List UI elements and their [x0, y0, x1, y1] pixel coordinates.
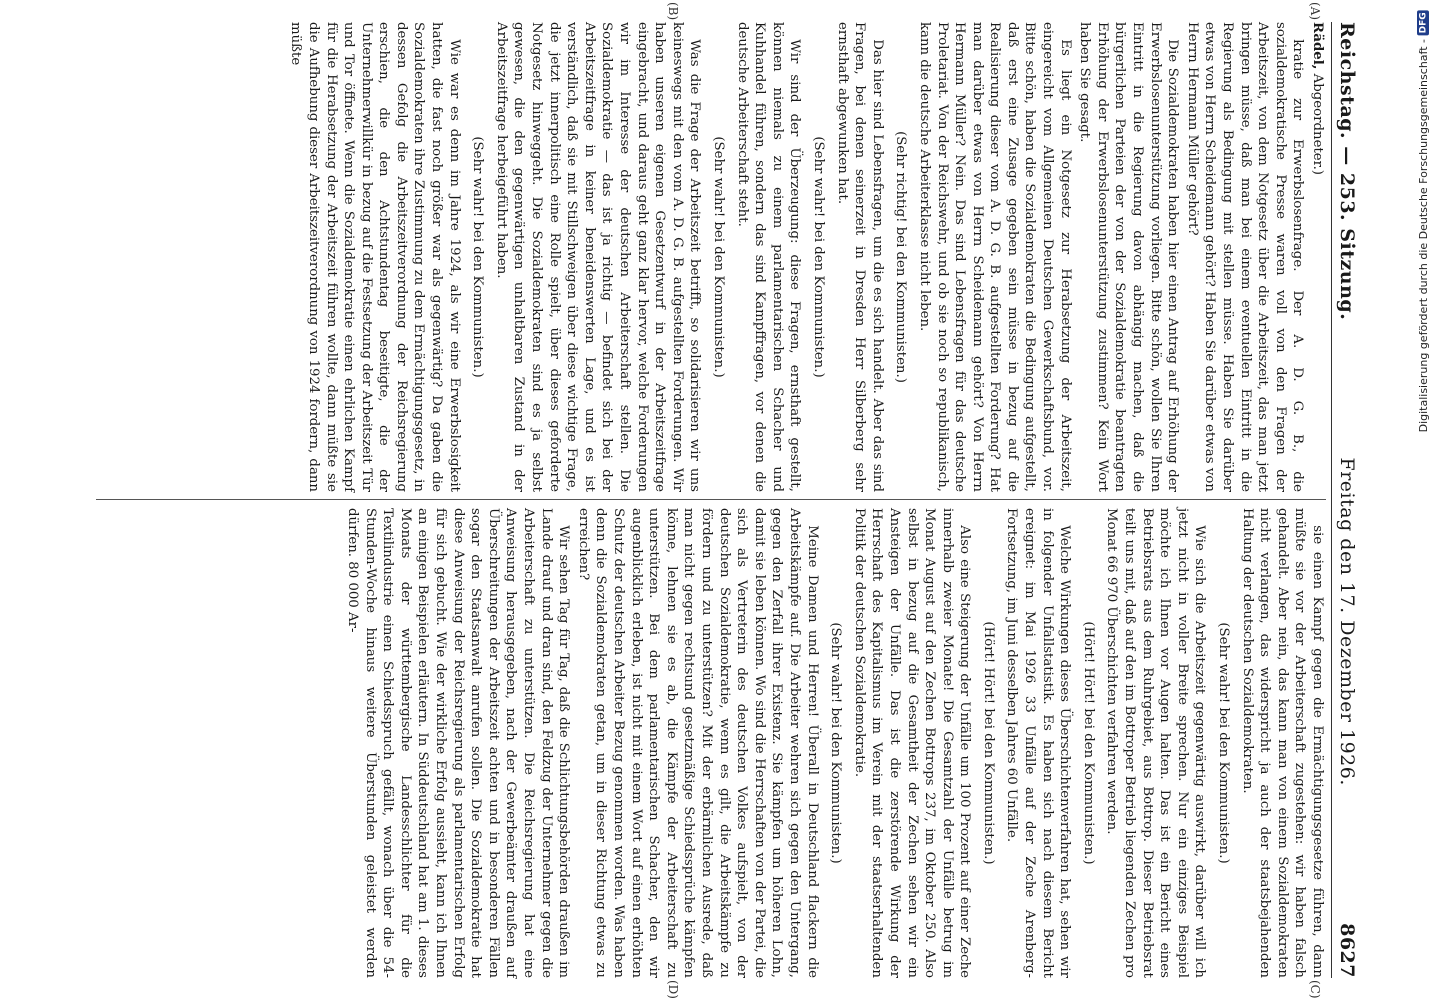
newspaper-page	[70, 0, 1370, 1000]
paragraph-text: Meine Damen und Herren! Überall in Deutschland flackern die Arbeitskämpfe auf. Die Arbeiter wehren sich gegen den Untergang, gegen den Zerfall ihrer Existenz. Sie kämpfen um höheren Lohn, damit sie leben können. Wo sind die Herrschaften von der Partei, die sich als Vertreterin des deutschen Volkes aufspielt, von der deutschen Sozialdemokratie, wenn es gilt, die Arbeitskämpfe zu fördern und zu unterstützen? Mit der erbärmlichen Ausrede, daß man nicht gegen rechtsund gesetzmäßige Schiedssprüche kämpfen könne, lehnen sie es ab, die Kämpfe der Arbeiterschaft zu unterstützen. Bei dem parlamentarischen Schacher, den wir augenblicklich erleben, ist nicht mit einem Wort auf einen erhöhten Schutz der deutschen Arbeiter Bezug genommen worden. Was haben denn die Sozialdemokraten getan, um in dieser Richtung etwas zu erreichen?	[575, 508, 820, 978]
paragraph	[1183, 22, 1306, 492]
paragraph-text: Wie sich die Arbeitszeit gegenwärtig auswirkt, darüber will ich jetzt nicht in voller Breite sprechen. Nur ein einziges Beispiel möchte ich Ihnen vor Augen halten. Das ist ein Bericht eines Betriebsrats aus dem Ruhrgebiet, aus Bottrop. Dieser Betriebsrat teilt uns mit, daß auf den im Bottroper Betrieb liegenden Zechen pro Monat 66 970 Überschichten verfahren werden.	[1104, 508, 1208, 978]
margin-marker-b: (B)	[666, 2, 680, 21]
paragraph-text: Es liegt ein Notgesetz zur Herabsetzung der Arbeitszeit, eingereicht vom Allgemeinen Deutschen Gewerkschaftsbund, vor. Bitte schön, haben die Sozialdemokraten die Bedingung aufgestellt, daß erst eine Zusage gegeben sein müsse in bezug auf die Realisierung dieser vom A. D. G. B. aufgestellten Forderung? Hat man darüber etwas von Herrn Scheidemann gehört? Von Herrn Hermann Müller? Nein. Das sind Lebensfragen für das deutsche Proletariat. Von der Reichswehr, und ob sie noch so republikanisch, kann die deutsche Arbeiterklasse nicht leben.	[916, 22, 1073, 492]
header-date: Freitag den 17. Dezember 1926.	[1336, 457, 1358, 786]
paragraph-text: Was die Frage der Arbeitszeit betrifft, so solidarisieren wir uns keineswegs mit den vom A. D. G. B. aufgestellten Forderungen. Wir haben unseren eigenen Gesetzentwurf in der Arbeitszeitfrage eingebracht, und daraus geht ganz klar hervor, welche Forderungen wir im Interesse der deutschen Arbeiterschaft stellen. Die Sozialdemokratie — das ist ja richtig — befindet sich bei der Arbeitszeitfrage in keiner beneidenswerten Lage, und es ist verständlich, daß sie mit Stillschweigen über diese wichtige Frage, die jetzt innerpolitisch eine Rolle spielt, über dieses geforderte Notgesetz hinweggeht. Die Sozialdemokraten sind es ja selbst gewesen, die den gegenwärtigen unhaltbaren Zustand in der Arbeitszeitfrage herbeigeführt haben.	[493, 22, 703, 492]
paragraph-text: Also eine Steigerung der Unfälle um 100 Prozent auf einer Zeche innerhalb zweier Monate! Die Gesamtzahl der Unfälle betrug im Monat August auf den Zechen Bottrops 237, im Oktober 250. Also selbst in bezug auf die Gesamtheit der Zechen sehen wir ein Ansteigen der Unfälle. Das ist die zerstörende Wirkung der Herrschaft des Kapitalismus im Verein mit der staatserhaltenden Politik der deutschen Sozialdemokratie.	[851, 508, 973, 978]
paragraph	[1238, 508, 1326, 978]
page-number: 8627	[1336, 923, 1358, 978]
interjection: (Sehr wahr! bei den Kommunisten.)	[810, 136, 826, 378]
interjection: (Sehr wahr! bei den Kommunisten.)	[711, 136, 726, 378]
paragraph	[287, 22, 463, 492]
interjection: (Hört! Hört! bei den Kommunisten.)	[1080, 621, 1096, 865]
paragraph	[733, 22, 803, 492]
page-header	[1331, 22, 1370, 978]
paragraph	[915, 22, 1073, 492]
digitization-text: Digitalisierung gefördert durch die Deutsche Forschungsgemeinschaft -	[1417, 39, 1430, 433]
paragraph	[850, 508, 973, 978]
paragraph	[344, 508, 573, 978]
paragraph	[1003, 508, 1073, 978]
paragraph	[492, 22, 703, 492]
margin-marker-a: (A)	[1308, 2, 1322, 21]
paragraph-text: Wie war es denn im Jahre 1924, als wir eine Erwerbslosigkeit hatten, die fast noch größer war als gegenwärtig? Da gaben die Sozialdemokraten ihre Zustimmung zu dem Ermächtigungsgesetz, in dessen Gefolg die Arbeitszeitverordnung der Reichsregierung erschien, die den Achtstundentag beseitigte, die der Unternehmerwillkür in bezug auf die Festsetzung der Arbeitszeit Tür und Tor öffnete. Wenn die Sozialdemokratie einen ehrlichen Kampf für die Herabsetzung der Arbeitszeit führen wollte, dann müßte sie die Aufhebung dieser Arbeitszeitverordnung von 1924 fordern, dann müßte	[288, 22, 462, 492]
right-column	[342, 508, 1326, 978]
paragraph-text: Wir sehen Tag für Tag, daß die Schlichtungsbehörden draußen im Lande drauf und dran sind, den Feldzug der Unternehmer gegen die Arbeiterschaft zu unterstützen. Die Reichsregierung hat eine Anweisung herausgegeben, nach der Gewerbeämter draußen auf Überschreitungen der Arbeitszeit achten und in besonderen Fällen sogar den Staatsanwalt anrufen sollen. Die Sozialdemokratie hat diese Anweisung der Reichsregierung als parlamentarischen Erfolg für sich gebucht. Wie der wirkliche Erfolg aussieht, kann ich Ihnen an einigen Beispielen erläutern. In Süddeutschland hat am 1. dieses Monats der württembergische Landesschlichter für die Textilindustrie einen Schiedsspruch gefällt, wonach über die 54-Stunden-Woche hinaus weitere Überstunden geleistet werden dürfen. 80 000 Ar-	[345, 508, 572, 978]
speaker-name: Rädel,	[1310, 22, 1325, 70]
paragraph-text: sie einen Kampf gegen die Ermächtigungsgesetze führen, dann müßte sie vor der Arbeiterschaft zugestehen: wir haben falsch gehandelt. Aber nein, das kann man von einem Sozialdemokraten nicht verlangen, das widerspricht ja auch der staatsbejahenden Haltung der deutschen Sozialdemokraten.	[1239, 508, 1325, 978]
paragraph-text: kratie zur Erwerbslosenfrage. Der A. D. G. B., die sozialdemokratische Presse waren voll von den Fragen der Arbeitszeit, von dem Notgesetz über die Arbeitszeit, das man jetzt bringen müsse, daß man bei einem eventuellen Eintritt in die Regierung als Bedingung mit stellen müsse. Haben Sie darüber etwas von Herrn Scheidemann gehört? Haben Sie darüber etwas von Herrn Hermann Müller gehört?	[1184, 22, 1306, 492]
paragraph	[1076, 22, 1182, 492]
interjection: (Sehr wahr! bei den Kommunisten.)	[828, 622, 844, 864]
paragraph	[1308, 22, 1326, 492]
paragraph-text: Welche Wirkungen dieses Überschichtenverfahren hat, sehen wir in folgender Unfallstatistik. Es haben sich nach diesem Bericht ereignet: im Mai 1926 33 Unfälle auf der Zeche Arenberg-Fortsetzung, im Juni desselben Jahres 60 Unfälle.	[1004, 508, 1073, 978]
left-column	[285, 22, 1326, 492]
margin-marker-d: (D)	[666, 980, 680, 999]
digitization-note	[1417, 10, 1430, 432]
paragraph-text: Das hier sind Lebensfragen, um die es sich handelt. Aber das sind Fragen, bei denen seinerzeit in Dresden Herr Silberberg sehr ernsthaft abgewunken hat.	[834, 22, 885, 492]
paragraph	[574, 508, 820, 978]
paragraph-text: Abgeordneter.)	[1310, 73, 1325, 175]
paragraph-text: Die Sozialdemokraten haben hier einen Antrag auf Erhöhung der Erwerbslosenunterstützung vorliegen. Bitte schön, wollen Sie Ihren Eintritt in die Regierung davon abhängig machen, daß die bürgerlichen Parteien der von der Sozialdemokratie beantragten Erhöhung der Erwerbslosenunterstützung zustimmen? Kein Wort haben Sie gesagt.	[1077, 22, 1181, 492]
column-divider	[96, 499, 1326, 500]
interjection: (Sehr wahr! bei den Kommunisten.)	[470, 136, 486, 378]
interjection: (Hört! Hört! bei den Kommunisten.)	[980, 621, 996, 865]
header-session: Reichstag. — 253. Sitzung.	[1336, 22, 1358, 321]
interjection: (Sehr wahr! bei den Kommunisten.)	[1216, 622, 1232, 864]
paragraph	[1103, 508, 1209, 978]
paragraph	[833, 22, 886, 492]
margin-marker-c: (C)	[1308, 980, 1322, 999]
paragraph-text: Wir sind der Überzeugung: diese Fragen, ernsthaft gestellt, können niemals zu einem parlamentarischen Schacher und Kuhhandel führen, sondern das sind Kampffragen, vor denen die deutsche Arbeiterschaft steht.	[734, 22, 803, 492]
interjection: (Sehr richtig! bei den Kommunisten.)	[893, 131, 909, 383]
dfg-logo: DFG	[1418, 12, 1429, 34]
